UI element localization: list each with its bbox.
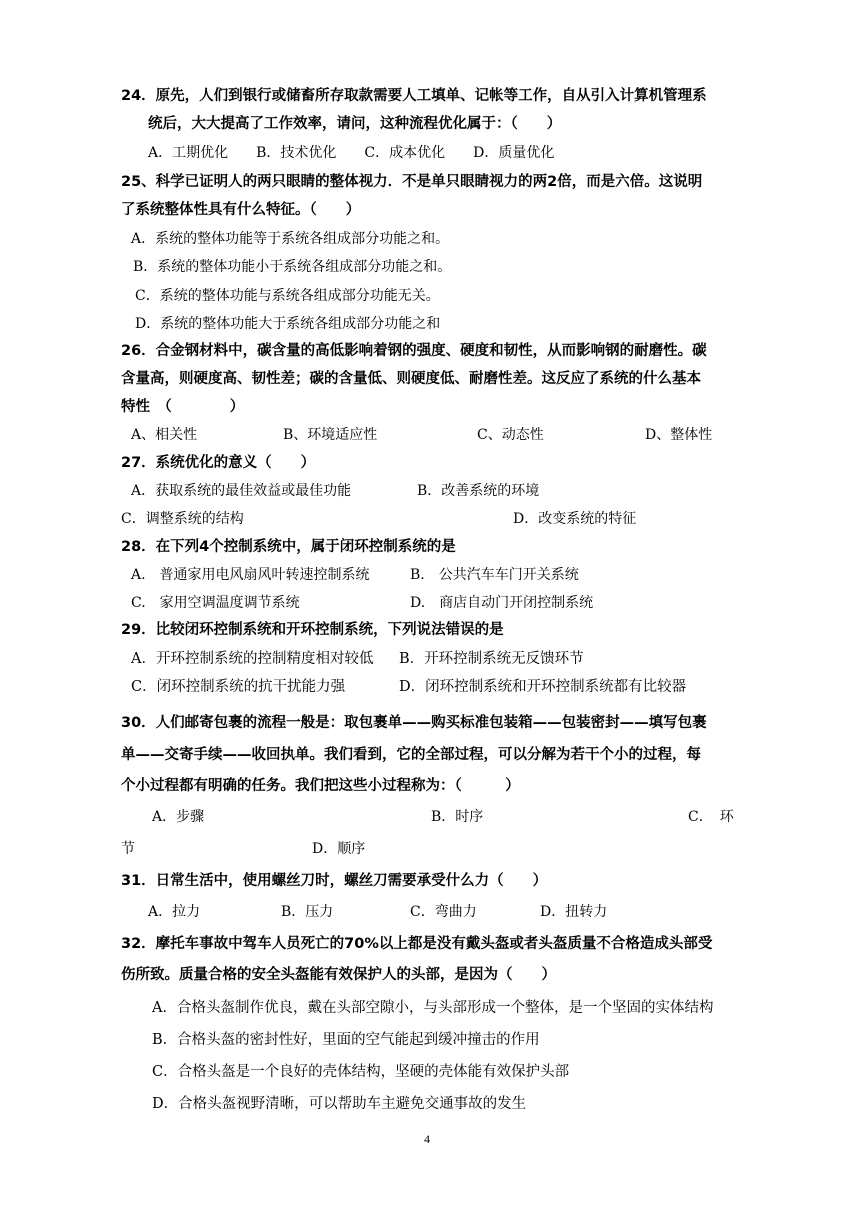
question-29-option-b: B．开环控制系统无反馈环节 [399,651,584,667]
question-28-option-d: D. 商店自动门开闭控制系统 [410,595,594,611]
question-26-option-d: D、整体性 [645,427,713,443]
question-30-line-2: 单——交寄手续——收回执单。我们看到，它的全部过程，可以分解为若干个小的过程，每 [121,747,701,763]
question-27-line-1: 27．系统优化的意义（ ） [121,455,316,471]
question-32-option-b: B．合格头盔的密封性好，里面的空气能起到缓冲撞击的作用 [152,1032,540,1048]
question-25-line-2: 了系统整体性具有什么特征。（ ） [121,202,361,218]
question-29-line-1: 29．比较闭环控制系统和开环控制系统，下列说法错误的是 [121,622,504,638]
question-26-option-b: B、环境适应性 [283,427,378,443]
question-25-option-d: D．系统的整体功能大于系统各组成部分功能之和 [135,316,441,332]
question-26-line-2: 含量高，则硬度高、韧性差；碳的含量低、则硬度低、耐磨性差。这反应了系统的什么基本 [121,371,701,387]
question-28-option-b: B. 公共汽车车门开关系统 [410,567,579,583]
question-31-option-b: B．压力 [281,904,334,920]
question-31-option-a: A．拉力 [148,904,201,920]
question-27-option-a: A．获取系统的最佳效益或最佳功能 [131,483,352,499]
question-32-line-2: 伤所致。质量合格的安全头盔能有效保护人的头部，是因为（ ） [121,967,556,983]
question-25-line-1: 25、科学已证明人的两只眼睛的整体视力．不是单只眼睛视力的两2倍，而是六倍。这说明 [121,174,703,190]
question-24-line-1: 24．原先，人们到银行或储畜所存取款需要人工填单、记帐等工作，自从引入计算机管理系 [121,88,707,104]
question-25-option-b: B．系统的整体功能小于系统各组成部分功能之和。 [133,259,452,275]
question-30-line-3: 个小过程都有明确的任务。我们把这些小过程称为：（ ） [121,778,520,794]
page-number: 4 [424,1132,430,1146]
question-29-option-c: C．闭环控制系统的抗干扰能力强 [131,679,346,695]
question-31-line-1: 31．日常生活中，使用螺丝刀时，螺丝刀需要承受什么力（ ） [121,873,548,889]
question-30-option-b: B．时序 [431,809,484,825]
question-32-option-c: C．合格头盔是一个良好的壳体结构，坚硬的壳体能有效保护头部 [152,1064,570,1080]
question-29-option-d: D．闭环控制系统和开环控制系统都有比较器 [399,679,687,695]
question-25-option-c: C．系统的整体功能与系统各组成部分功能无关。 [135,288,440,304]
question-32-option-a: A．合格头盔制作优良，戴在头部空隙小，与头部形成一个整体，是一个坚固的实体结构 [152,1000,714,1016]
question-27-option-b: B．改善系统的环境 [417,483,540,499]
question-24-line-2: 统后，大大提高了工作效率，请问，这种流程优化属于：（ ） [148,116,562,132]
question-27-option-d: D．改变系统的特征 [513,511,637,527]
question-28-option-c: C. 家用空调温度调节系统 [131,595,300,611]
question-26-line-1: 26．合金钢材料中，碳含量的高低影响着钢的强度、硬度和韧性，从而影响钢的耐磨性。碳 [121,343,707,359]
question-31-option-c: C．弯曲力 [410,904,477,920]
question-28-option-a: A. 普通家用电风扇风叶转速控制系统 [131,567,370,583]
question-26-option-c: C、动态性 [477,427,544,443]
question-25-option-a: A．系统的整体功能等于系统各组成部分功能之和。 [131,231,450,247]
question-24-options: A．工期优化 B．技术优化 C．成本优化 D．质量优化 [148,145,555,161]
question-30-option-c: C． 环 [688,809,734,825]
question-30-line-1: 30．人们邮寄包裹的流程一般是：取包裹单——购买标准包装箱——包装密封——填写包裹 [121,715,707,731]
question-30-option-c-continued: 节 [121,841,135,857]
question-26-option-a: A、相关性 [131,427,198,443]
question-30-option-d: D．顺序 [312,841,366,857]
question-27-option-c: C．调整系统的结构 [121,511,244,527]
question-32-option-d: D．合格头盔视野清晰，可以帮助车主避免交通事故的发生 [152,1096,527,1112]
question-29-option-a: A．开环控制系统的控制精度相对较低 [131,651,374,667]
question-32-line-1: 32．摩托车事故中驾车人员死亡的70%以上都是没有戴头盔或者头盔质量不合格造成头部受 [121,936,713,952]
question-26-line-3: 特性 （ ） [121,399,245,415]
question-28-line-1: 28．在下列4个控制系统中，属于闭环控制系统的是 [121,539,456,555]
question-30-option-a: A．步骤 [152,809,205,825]
question-31-option-d: D．扭转力 [540,904,608,920]
